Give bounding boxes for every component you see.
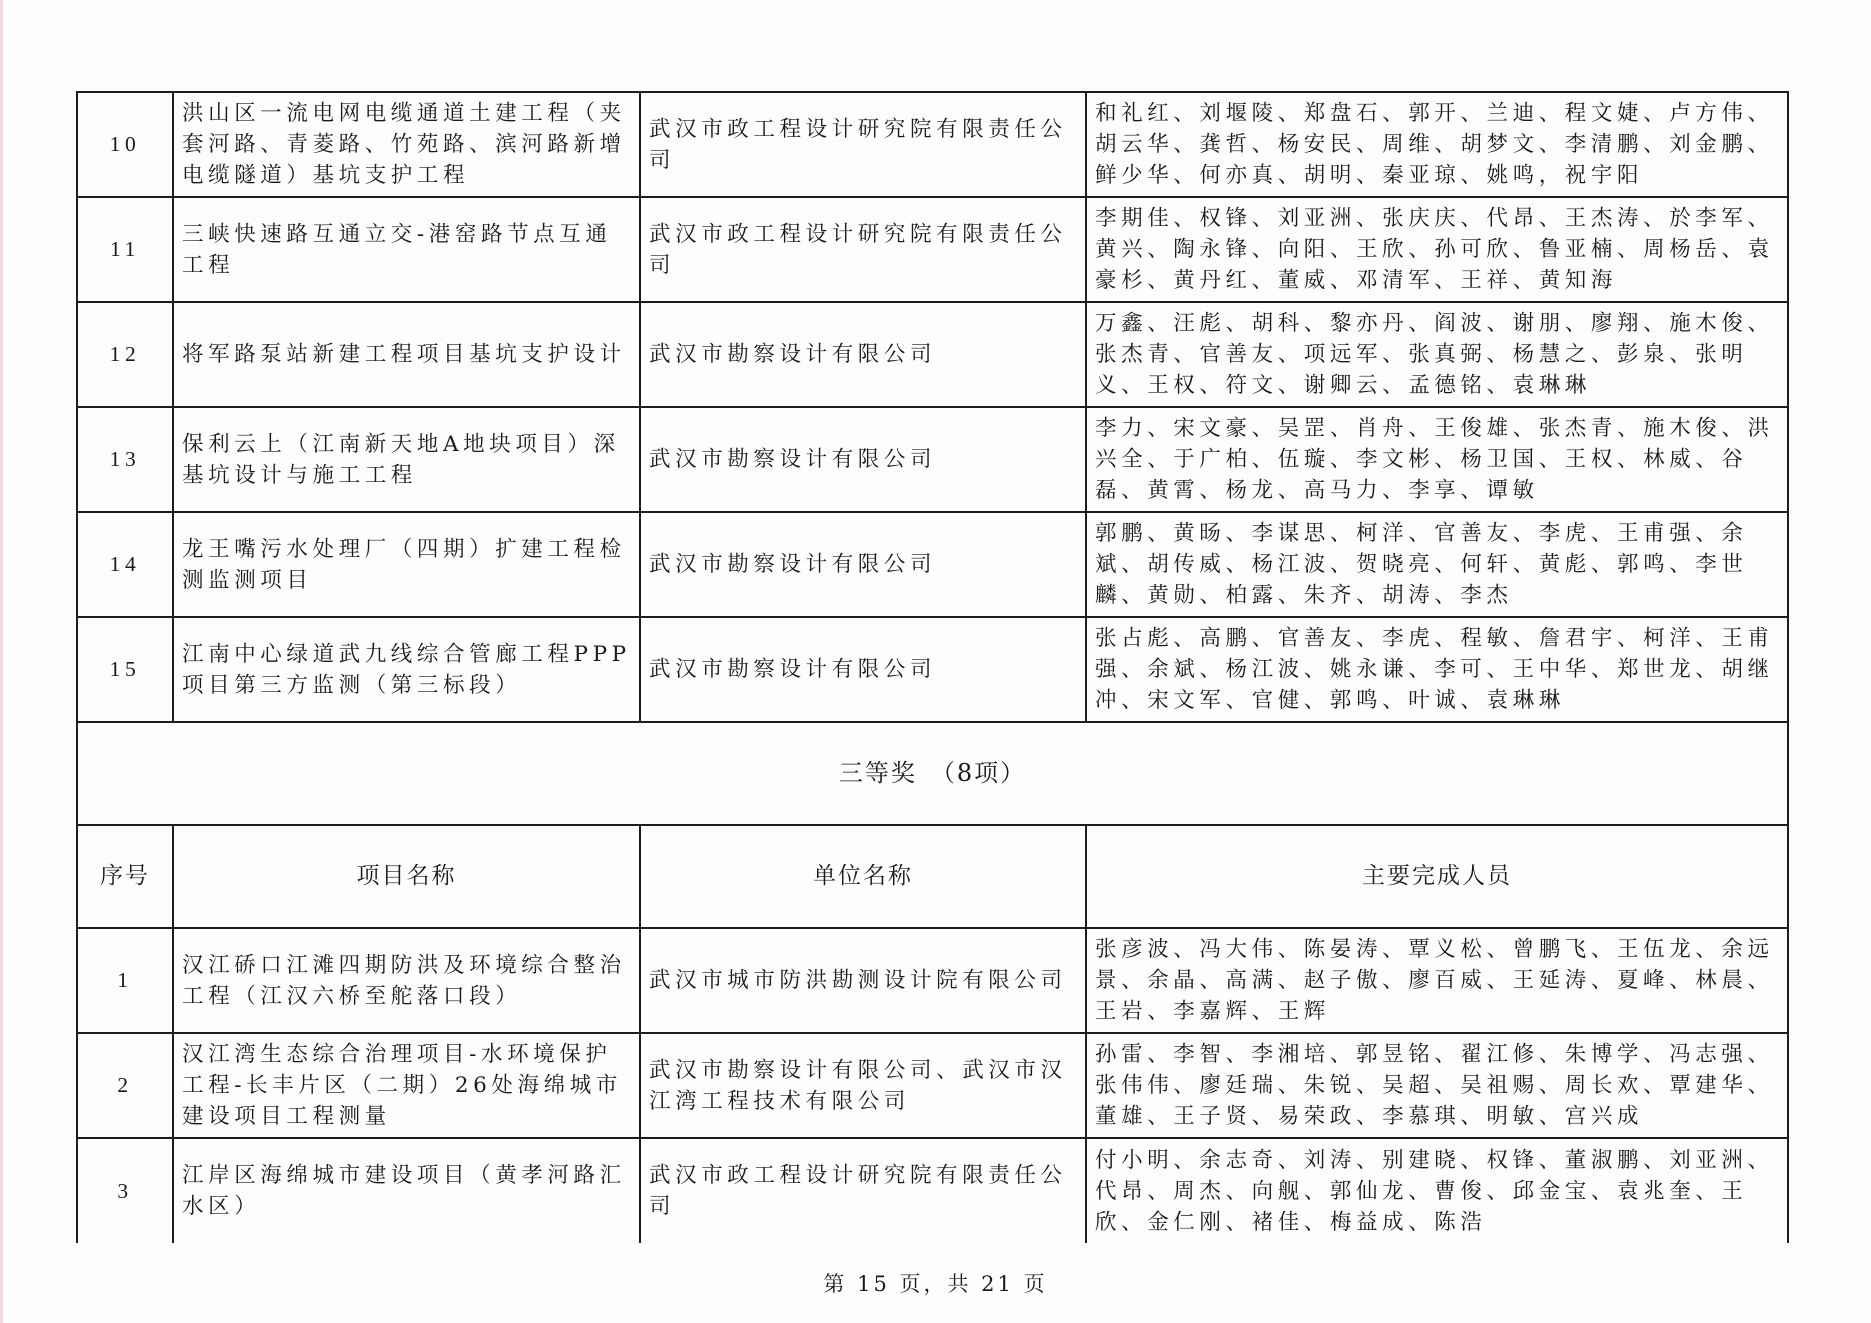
table-row	[77, 302, 1788, 407]
project-name: 三峡快速路互通立交-港窑路节点互通工程	[173, 197, 640, 302]
column-header-members: 主要完成人员	[1086, 825, 1788, 928]
column-header-unit: 单位名称	[640, 825, 1086, 928]
members: 李力、宋文豪、吴罡、肖舟、王俊雄、张杰青、施木俊、洪兴全、于广柏、伍璇、李文彬、杨卫国、王权、林威、谷磊、黄霄、杨龙、高马力、李享、谭敏	[1086, 407, 1788, 512]
members: 和礼红、刘堰陵、郑盘石、郭开、兰迪、程文婕、卢方伟、胡云华、龚哲、杨安民、周维、胡梦文、李清鹏、刘金鹏、鲜少华、何亦真、胡明、秦亚琼、姚鸣，祝宇阳	[1086, 92, 1788, 197]
table-row	[77, 197, 1788, 302]
unit-name: 武汉市政工程设计研究院有限责任公司	[640, 92, 1086, 197]
row-number: 2	[77, 1033, 173, 1138]
project-name: 汉江硚口江滩四期防洪及环境综合整治工程（江汉六桥至舵落口段）	[173, 928, 640, 1033]
unit-name: 武汉市城市防洪勘测设计院有限公司	[640, 928, 1086, 1033]
table-row	[77, 928, 1788, 1033]
project-name: 江岸区海绵城市建设项目（黄孝河路汇水区）	[173, 1138, 640, 1243]
table-row	[77, 1033, 1788, 1138]
unit-name: 武汉市政工程设计研究院有限责任公司	[640, 1138, 1086, 1243]
members: 李期佳、权锋、刘亚洲、张庆庆、代昂、王杰涛、於李军、黄兴、陶永锋、向阳、王欣、孙可欣、鲁亚楠、周杨岳、袁豪杉、黄丹红、董威、邓清军、王祥、黄知海	[1086, 197, 1788, 302]
unit-name: 武汉市勘察设计有限公司	[640, 617, 1086, 722]
row-number: 10	[77, 92, 173, 197]
row-number: 11	[77, 197, 173, 302]
project-name: 将军路泵站新建工程项目基坑支护设计	[173, 302, 640, 407]
members: 郭鹏、黄旸、李谋思、柯洋、官善友、李虎、王甫强、余斌、胡传威、杨江波、贺晓亮、何轩、黄彪、郭鸣、李世麟、黄勋、柏露、朱齐、胡涛、李杰	[1086, 512, 1788, 617]
members: 万鑫、汪彪、胡科、黎亦丹、阎波、谢朋、廖翔、施木俊、张杰青、官善友、项远军、张真弼、杨慧之、彭泉、张明义、王权、符文、谢卿云、孟德铭、袁琳琳	[1086, 302, 1788, 407]
scan-edge	[0, 0, 3, 1323]
section-heading-row	[77, 722, 1788, 825]
project-name: 江南中心绿道武九线综合管廊工程PPP项目第三方监测（第三标段）	[173, 617, 640, 722]
members: 孙雷、李智、李湘培、郭昱铭、翟江修、朱博学、冯志强、张伟伟、廖廷瑞、朱锐、吴超、吴祖赐、周长欢、覃建华、董雄、王子贤、易荣政、李慕琪、明敏、宫兴成	[1086, 1033, 1788, 1138]
table-row	[77, 617, 1788, 722]
table-row	[77, 407, 1788, 512]
page-number: 第 15 页，共 21 页	[823, 1272, 1048, 1296]
row-number: 14	[77, 512, 173, 617]
unit-name: 武汉市勘察设计有限公司	[640, 407, 1086, 512]
column-header-project: 项目名称	[173, 825, 640, 928]
members: 张占彪、高鹏、官善友、李虎、程敏、詹君宇、柯洋、王甫强、余斌、杨江波、姚永谦、李可、王中华、郑世龙、胡继冲、宋文军、官健、郭鸣、叶诚、袁琳琳	[1086, 617, 1788, 722]
members: 付小明、余志奇、刘涛、别建晓、权锋、董淑鹏、刘亚洲、代昂、周杰、向舰、郭仙龙、曹俊、邱金宝、袁兆奎、王欣、金仁刚、褚佳、梅益成、陈浩	[1086, 1138, 1788, 1243]
project-name: 洪山区一流电网电缆通道土建工程（夹套河路、青菱路、竹苑路、滨河路新增电缆隧道）基坑支护工程	[173, 92, 640, 197]
project-name: 保利云上（江南新天地A地块项目）深基坑设计与施工工程	[173, 407, 640, 512]
table-row	[77, 512, 1788, 617]
project-name: 汉江湾生态综合治理项目-水环境保护工程-长丰片区（二期）26处海绵城市建设项目工程测量	[173, 1033, 640, 1138]
table-row	[77, 92, 1788, 197]
unit-name: 武汉市政工程设计研究院有限责任公司	[640, 197, 1086, 302]
row-number: 12	[77, 302, 173, 407]
members: 张彦波、冯大伟、陈晏涛、覃义松、曾鹏飞、王伍龙、余远景、余晶、高满、赵子傲、廖百威、王延涛、夏峰、林晨、王岩、李嘉辉、王辉	[1086, 928, 1788, 1033]
page-footer	[0, 1268, 1871, 1298]
award-table	[76, 91, 1789, 1243]
project-name: 龙王嘴污水处理厂（四期）扩建工程检测监测项目	[173, 512, 640, 617]
table-row	[77, 1138, 1788, 1243]
row-number: 15	[77, 617, 173, 722]
row-number: 1	[77, 928, 173, 1033]
column-header-no: 序号	[77, 825, 173, 928]
unit-name: 武汉市勘察设计有限公司	[640, 302, 1086, 407]
column-header-row	[77, 825, 1788, 928]
section-heading: 三等奖 （8项）	[77, 722, 1788, 825]
unit-name: 武汉市勘察设计有限公司	[640, 512, 1086, 617]
unit-name: 武汉市勘察设计有限公司、武汉市汉江湾工程技术有限公司	[640, 1033, 1086, 1138]
row-number: 3	[77, 1138, 173, 1243]
row-number: 13	[77, 407, 173, 512]
